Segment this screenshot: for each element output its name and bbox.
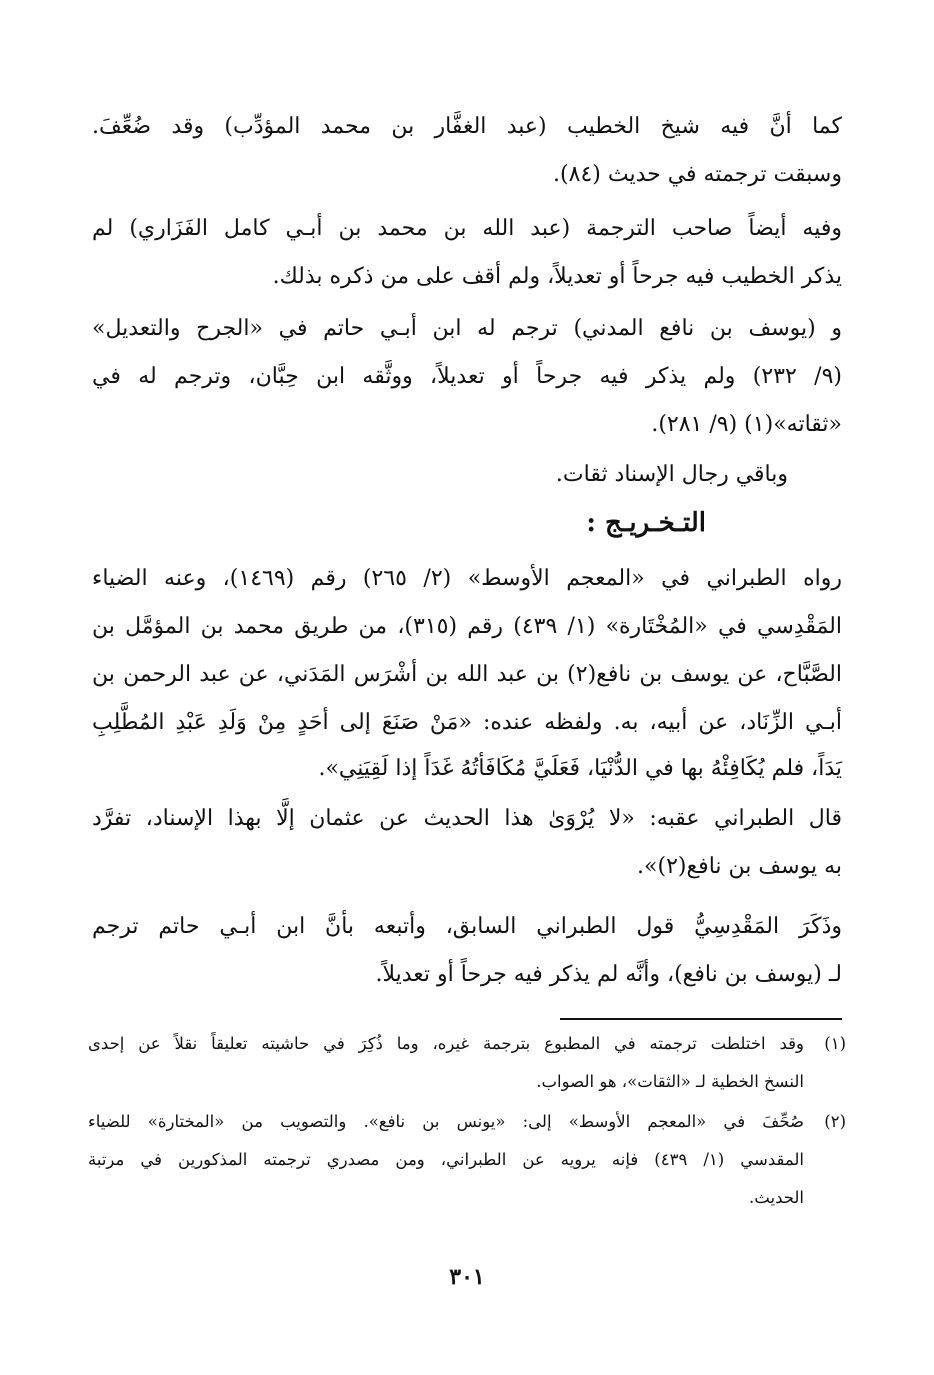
body-line: أبـي الزِّنَاد، عن أبيه، به. ولفظه عنده: «مَنْ صَنَعَ إلى أحَدٍ مِنْ وَلَدِ عَبْدِ المُطَّلِبِ	[92, 710, 842, 735]
body-line: وسبقت ترجمته في حديث (٨٤).	[553, 162, 842, 187]
body-line: (٩/ ٢٣٢) ولم يذكر فيه جرحاً أو تعديلاً، ووثَّقه ابن حِبَّان، وترجم له في	[92, 364, 842, 389]
page-number: ٣٠١	[449, 1264, 485, 1290]
body-line: «ثقاته»(١) (٩/ ٢٨١).	[651, 412, 842, 437]
body-line: وذَكَرَ المَقْدِسِيُّ قول الطبراني السابق، وأتبعه بأنَّ ابن أبـي حاتم ترجم	[92, 914, 842, 939]
body-line: المَقْدِسي في «المُخْتَارة» (١/ ٤٣٩) رقم (٣١٥)، من طريق محمد بن المؤمَّل بن	[92, 614, 842, 639]
body-line: قال الطبراني عقبه: «لا يُرْوَىٰ هذا الحديث عن عثمان إلَّا بهذا الإسناد، تفرَّد	[92, 806, 842, 831]
body-line: وباقي رجال الإسناد ثقات.	[555, 462, 788, 487]
section-heading: التـخـريـج :	[586, 508, 706, 538]
body-line: كما أنَّ فيه شيخ الخطيب (عبد الغفَّار بن محمد المؤدِّب) وقد ضُعِّفَ.	[92, 114, 842, 139]
footnote-separator	[560, 1018, 842, 1020]
footnote-line: صُحِّفَ في «المعجم الأوسط» إلى: «يونس بن نافع». والتصويب من «المختارة» للضياء	[88, 1112, 804, 1131]
footnote-line: الحديث.	[749, 1188, 804, 1207]
body-line: الصَّبَّاح، عن يوسف بن نافع(٢) بن عبد الله بن أشْرَس المَدَني، عن عبد الرحمن بن	[92, 662, 842, 687]
body-line: و (يوسف بن نافع المدني) ترجم له ابن أبـي حاتم في «الجرح والتعديل»	[92, 316, 842, 341]
footnote-line: وقد اختلطت ترجمته في المطبوع بترجمة غيره، وما ذُكِرَ في حاشيته تعليقاً نقلاً عن إحدى	[88, 1034, 804, 1053]
footnote-line: النسخ الخطية لـ «الثقات»، هو الصواب.	[536, 1072, 804, 1091]
body-line: به يوسف بن نافع(٢)».	[637, 854, 842, 879]
body-line: لـ (يوسف بن نافع)، وأنَّه لم يذكر فيه جرحاً أو تعديلاً.	[375, 962, 842, 987]
body-line: وفيه أيضاً صاحب الترجمة (عبد الله بن محمد بن أبـي كامل الفَزَاري) لم	[92, 216, 842, 241]
footnote-number: (٢)	[824, 1112, 846, 1131]
footnote-number: (١)	[824, 1034, 846, 1053]
body-line: يَدَاً، فلم يُكَافِئْهُ بها في الدُّنْيَا، فَعَلَيَّ مُكَافَأتُهُ غَدَاً إذا لَقِيَنِي».	[318, 756, 842, 781]
footnote-line: المقدسي (١/ ٤٣٩) فإنه يرويه عن الطبراني، ومن مصدري ترجمته المذكورين في مرتبة	[88, 1150, 804, 1169]
body-line: رواه الطبراني في «المعجم الأوسط» (٢/ ٢٦٥) رقم (١٤٦٩)، وعنه الضياء	[92, 566, 843, 591]
body-line: يذكر الخطيب فيه جرحاً أو تعديلاً، ولم أقف على من ذكره بذلك.	[272, 264, 842, 289]
